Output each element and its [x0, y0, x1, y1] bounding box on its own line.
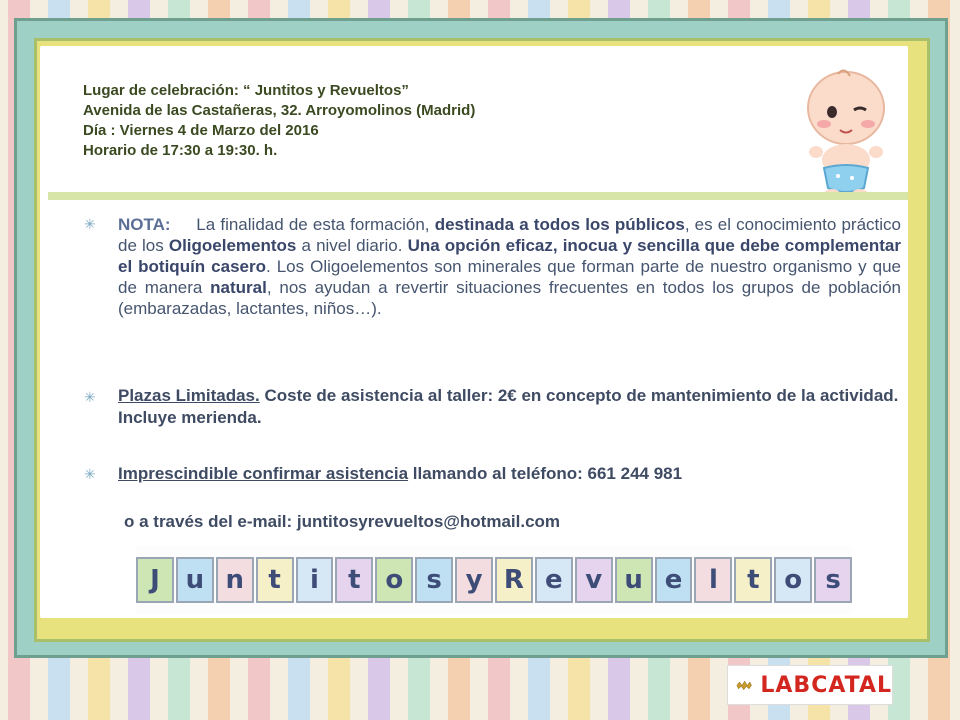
banner-letter-tile: s — [814, 557, 852, 603]
banner-letter-tile: t — [335, 557, 373, 603]
banner-letter-tile: R — [495, 557, 533, 603]
bullet-icon: ✳ — [84, 389, 96, 405]
banner-letter-tile: i — [296, 557, 334, 603]
juntitos-banner — [136, 546, 852, 614]
venue-line: Lugar de celebración: “ Juntitos y Revueltos” — [83, 82, 409, 99]
email-line: o a través del e-mail: juntitosyrevueltos@hotmail.com — [124, 512, 561, 531]
baby-illustration — [796, 60, 896, 200]
confirm-paragraph: Imprescindible confirmar asistencia llamando al teléfono: 661 244 981 — [118, 464, 683, 483]
banner-letter-tile: J — [136, 557, 174, 603]
banner-letter-tile: o — [774, 557, 812, 603]
date-line: Día : Viernes 4 de Marzo del 2016 — [83, 122, 319, 139]
banner-letter-tile: y — [455, 557, 493, 603]
banner-letter-tile: u — [176, 557, 214, 603]
bullet-icon: ✳ — [84, 466, 96, 482]
divider — [48, 192, 908, 200]
banner-letter-tile: o — [375, 557, 413, 603]
banner-letter-tile: u — [615, 557, 653, 603]
nota-label: NOTA: — [118, 215, 171, 234]
banner-letter-tile: v — [575, 557, 613, 603]
time-line: Horario de 17:30 a 19:30. h. — [83, 142, 278, 159]
bullet-icon: ✳ — [84, 216, 96, 232]
plazas-paragraph: Plazas Limitadas. Coste de asistencia al taller: 2€ en concepto de mantenimiento de la actividad. Incluye merienda. — [118, 386, 899, 427]
address-line: Avenida de las Castañeras, 32. Arroyomolinos (Madrid) — [83, 102, 476, 119]
banner-letter-tile: s — [415, 557, 453, 603]
banner-letter-tile: e — [655, 557, 693, 603]
banner-letter-tile: e — [535, 557, 573, 603]
nota-paragraph: NOTA: La finalidad de esta formación, destinada a todos los públicos, es el conocimiento práctico de los Oligoelementos a nivel diario. Una opción eficaz, inocua y sencilla que debe complementar el botiquín casero. Los Oligoelementos son minerales que forman parte de nuestro organismo y que de manera natural, nos ayudan a revertir situaciones frecuentes en todos los grupos de población (embarazadas, lactantes, niños…). — [118, 215, 901, 318]
labcatal-logo: LABCATAL — [727, 665, 893, 705]
banner-letter-tile: n — [216, 557, 254, 603]
banner-letter-tile: t — [734, 557, 772, 603]
banner-letter-tile: t — [256, 557, 294, 603]
event-details — [83, 81, 475, 161]
logo-mark-icon — [736, 672, 752, 698]
banner-letter-tile: l — [694, 557, 732, 603]
